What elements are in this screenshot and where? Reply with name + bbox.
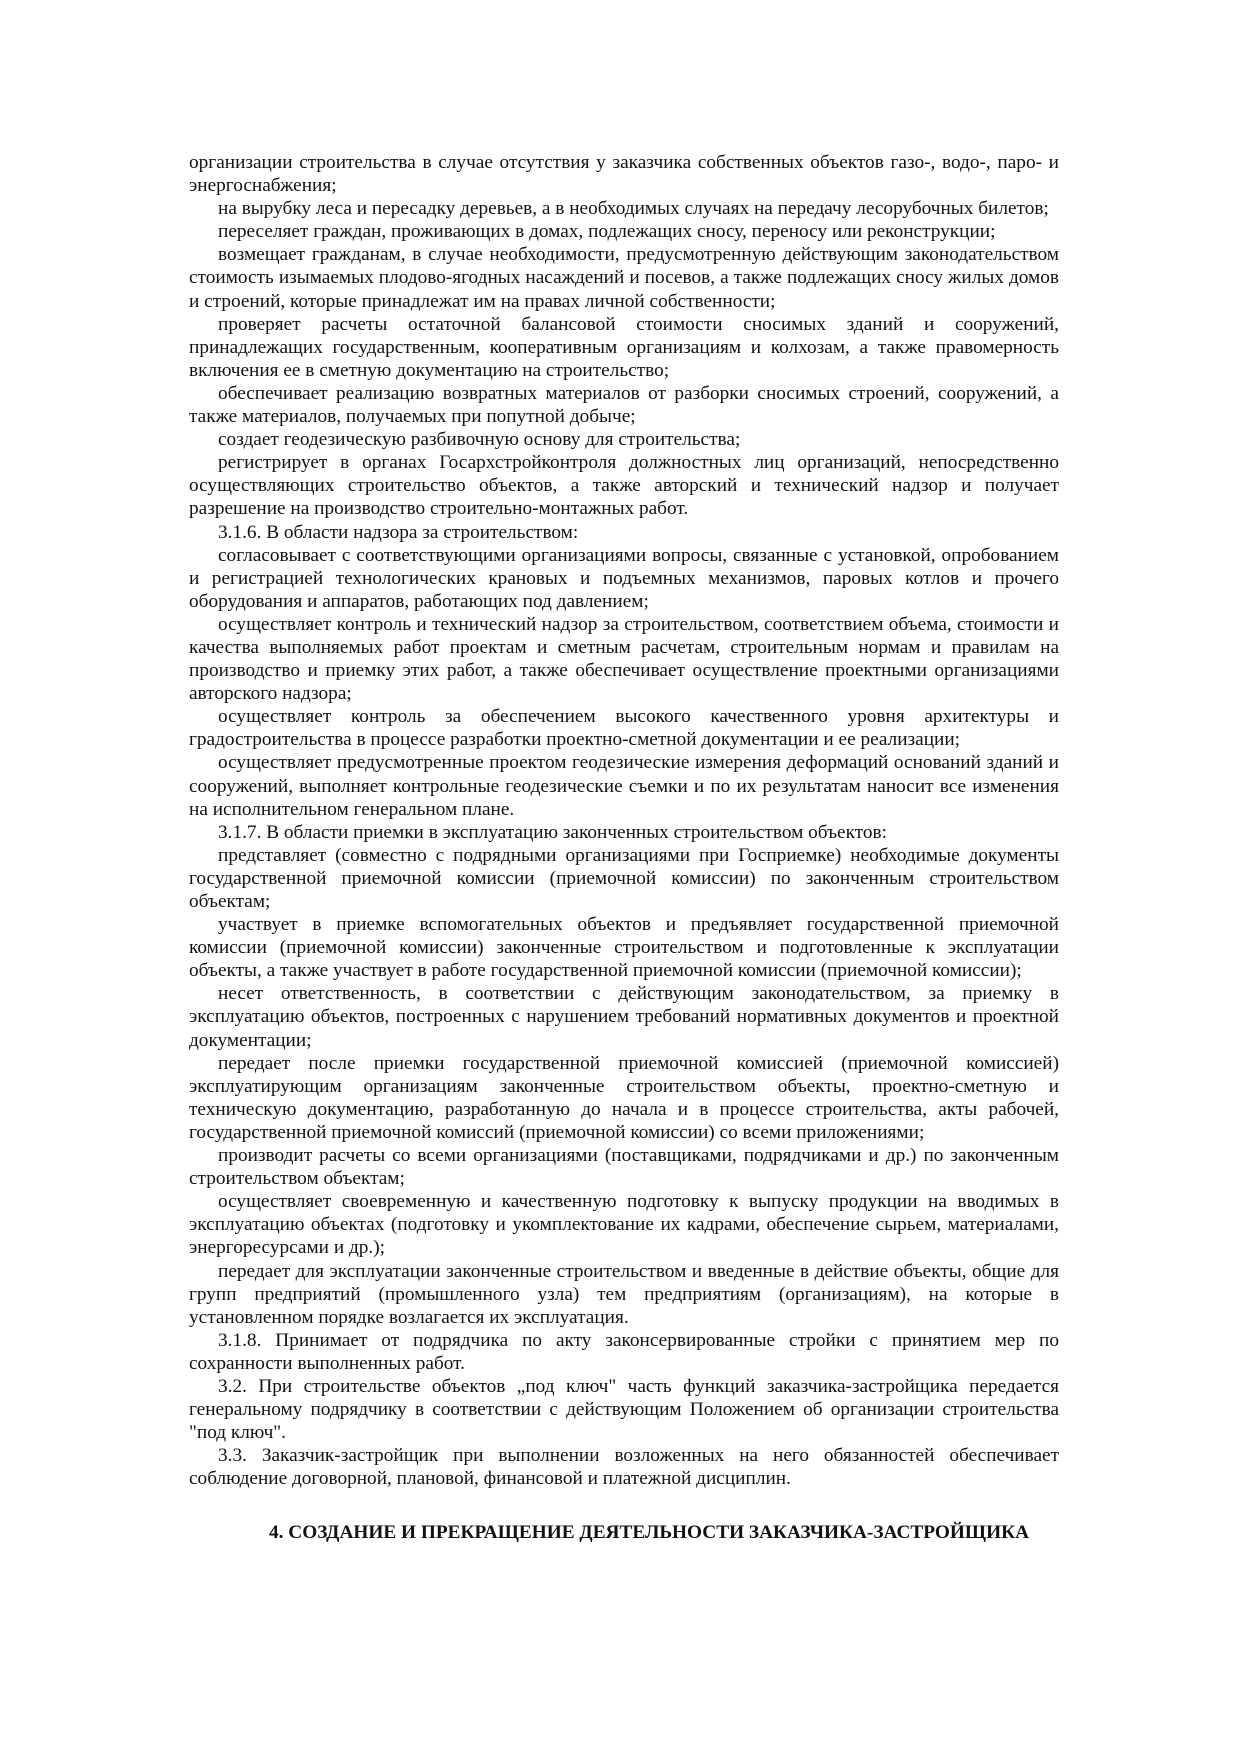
paragraph: несет ответственность, в соответствии с действующим законодательством, за приемку в эксплуатацию объектов, построенных с нарушением требований нормативных документов и проектной документации; (189, 983, 1059, 1051)
paragraph: возмещает гражданам, в случае необходимости, предусмотренную действующим законодательством стоимость изымаемых плодово-ягодных насаждений и посевов, а также подлежащих сносу жилых домов и строений, которые принадлежат им на правах личной собственности; (189, 244, 1059, 312)
paragraph: осуществляет своевременную и качественную подготовку к выпуску продукции на вводимых в эксплуатацию объектах (подготовку и укомплектование их кадрами, обеспечение сырьем, материалами, энергоресурсами и др.); (189, 1191, 1059, 1259)
paragraph: организации строительства в случае отсутствия у заказчика собственных объектов газо-, водо-, паро- и энергоснабжения; (189, 152, 1059, 197)
paragraph: согласовывает с соответствующими организациями вопросы, связанные с установкой, опробованием и регистрацией технологических крановых и подъемных механизмов, паровых котлов и прочего оборудования и аппаратов, работающих под давлением; (189, 544, 1059, 612)
document-page (189, 151, 1059, 1545)
paragraph: представляет (совместно с подрядными организациями при Госприемке) необходимые документы государственной приемочной комиссии (приемочной комиссии) по законченным строительством объектам; (189, 844, 1059, 912)
paragraph: осуществляет предусмотренные проектом геодезические измерения деформаций оснований зданий и сооружений, выполняет контрольные геодезические съемки и по их результатам наносит все изменения на исполнительном генеральном плане. (189, 752, 1059, 820)
paragraph: регистрирует в органах Госархстройконтроля должностных лиц организаций, непосредственно осуществляющих строительство объектов, а также авторский и технический надзор и получает разрешение на производство строительно-монтажных работ. (189, 452, 1059, 520)
section-heading: 4. СОЗДАНИЕ И ПРЕКРАЩЕНИЕ ДЕЯТЕЛЬНОСТИ ЗАКАЗЧИКА-ЗАСТРОЙЩИКА (268, 1522, 1029, 1544)
paragraph: 3.2. При строительстве объектов „под ключ" часть функций заказчика-застройщика передается генеральному подрядчику в соответствии с действующим Положением об организации строительства "под ключ". (189, 1375, 1059, 1444)
paragraph: 3.3. Заказчик-застройщик при выполнении возложенных на него обязанностей обеспечивает соблюдение договорной, плановой, финансовой и платежной дисциплин. (189, 1445, 1059, 1490)
paragraph: осуществляет контроль за обеспечением высокого качественного уровня архитектуры и градостроительства в процессе разработки проектно-сметной документации и ее реализации; (189, 706, 1059, 751)
paragraph: переселяет граждан, проживающих в домах, подлежащих сносу, переносу или реконструкции; (218, 221, 996, 243)
subsection-heading: 3.1.7. В области приемки в эксплуатацию законченных строительством объектов: (218, 821, 887, 843)
paragraph: производит расчеты со всеми организациями (поставщиками, подрядчиками и др.) по законченным строительством объектам; (189, 1145, 1059, 1190)
paragraph: создает геодезическую разбивочную основу для строительства; (218, 429, 741, 451)
subsection-heading: 3.1.6. В области надзора за строительством: (218, 521, 579, 543)
paragraph: участвует в приемке вспомогательных объектов и предъявляет государственной приемочной комиссии (приемочной комиссии) законченные строительством и подготовленные к эксплуатации объекты, а также участвует в работе государственной приемочной комиссии (приемочной комиссии); (189, 914, 1059, 982)
paragraph: передает после приемки государственной приемочной комиссией (приемочной комиссией) эксплуатирующим организациям законченные строительством объекты, проектно-сметную и техническую документацию, разработанную до начала и в процессе строительства, акты рабочей, государственной приемочной комиссий (приемочной комиссии) со всеми приложениями; (189, 1052, 1059, 1143)
paragraph: передает для эксплуатации законченные строительством и введенные в действие объекты, общие для групп предприятий (промышленного узла) тем предприятиям (организациям), на которые в установленном порядке возлагается их эксплуатация. (189, 1260, 1059, 1328)
paragraph: проверяет расчеты остаточной балансовой стоимости сносимых зданий и сооружений, принадлежащих государственным, кооперативным организациям и колхозам, а также правомерность включения ее в сметную документацию на строительство; (189, 313, 1059, 381)
paragraph: осуществляет контроль и технический надзор за строительством, соответствием объема, стоимости и качества выполняемых работ проектам и сметным расчетам, строительным нормам и правилам на производство и приемку этих работ, а также обеспечивает осуществление проектными организациями авторского надзора; (189, 613, 1059, 705)
paragraph: 3.1.8. Принимает от подрядчика по акту законсервированные стройки с принятием мер по сохранности выполненных работ. (189, 1329, 1059, 1374)
paragraph: на вырубку леса и пересадку деревьев, а в необходимых случаях на передачу лесорубочных билетов; (218, 198, 1049, 220)
paragraph: обеспечивает реализацию возвратных материалов от разборки сносимых строений, сооружений, а также материалов, получаемых при попутной добыче; (189, 382, 1059, 428)
